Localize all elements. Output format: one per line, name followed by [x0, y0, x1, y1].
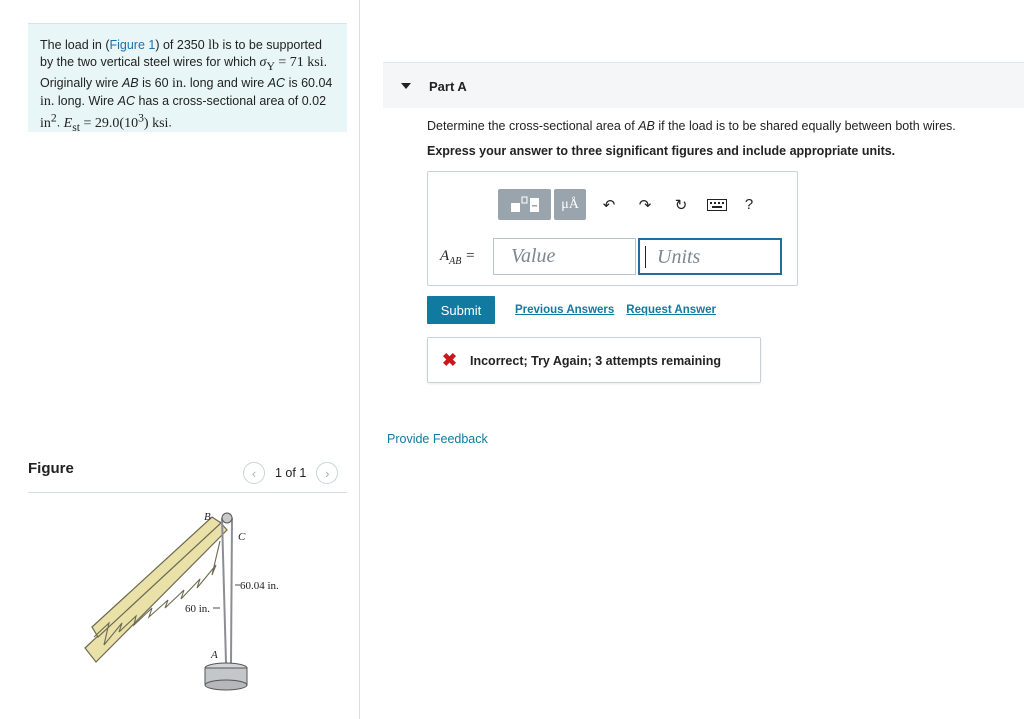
e-symbol: E — [63, 115, 73, 131]
var-ac: AC — [267, 76, 286, 91]
sigma-value: = 71 ksi — [274, 55, 324, 71]
figure-link[interactable]: Figure 1 — [109, 38, 156, 52]
label-c: C — [238, 531, 246, 543]
question-part: Determine the cross-sectional area of — [427, 119, 639, 133]
sigma-subscript: Y — [266, 60, 275, 74]
chevron-right-icon[interactable]: › — [316, 462, 338, 484]
collapse-caret-icon[interactable] — [401, 83, 411, 89]
wires — [222, 518, 232, 663]
pager-text: 1 of 1 — [275, 466, 307, 480]
right-pane — [361, 0, 1024, 719]
unit-exponent: 2 — [50, 110, 57, 124]
previous-answers-link[interactable]: Previous Answers — [515, 304, 615, 316]
feedback-message — [427, 337, 761, 383]
left-pane — [0, 0, 360, 719]
e-exponent: 3 — [138, 110, 144, 124]
request-answer-link[interactable]: Request Answer — [626, 304, 716, 316]
templates-icon — [508, 195, 542, 215]
submit-button[interactable]: Submit — [427, 296, 495, 324]
part-header[interactable] — [383, 62, 1024, 108]
problem-statement — [28, 23, 347, 132]
label-main: A — [440, 248, 450, 264]
label-subscript: AB — [449, 256, 462, 267]
feedback-text: Incorrect; Try Again; 3 attempts remaining — [470, 354, 721, 368]
problem-text: is 60 — [138, 76, 173, 91]
var-ab: AB — [121, 76, 139, 91]
problem-text: . — [168, 115, 172, 130]
problem-text: The load in ( — [40, 38, 110, 52]
action-row — [427, 296, 716, 324]
units-button[interactable] — [554, 189, 586, 220]
text-cursor — [645, 246, 646, 268]
question-part: if the load is to be shared equally between both wires. — [654, 119, 956, 133]
label-a: A — [211, 649, 218, 661]
figure-pager — [243, 462, 338, 484]
value-input[interactable]: Value — [493, 238, 636, 275]
e-subscript: st — [72, 120, 81, 134]
problem-text: is to be supported by the two vertical steel wires for which — [40, 38, 322, 70]
problem-text: ) of 2350 — [155, 38, 209, 52]
answer-label — [440, 248, 475, 267]
unit-in2 — [40, 110, 57, 131]
x-icon: ✖ — [442, 350, 458, 370]
sigma-symbol: σ — [259, 55, 267, 71]
problem-text: long. Wire — [54, 93, 118, 108]
unit-in: in. — [40, 93, 55, 109]
keyboard-icon[interactable] — [704, 192, 730, 218]
unit-in: in. — [172, 76, 187, 92]
provide-feedback-link[interactable]: Provide Feedback — [387, 432, 488, 446]
figure-header — [28, 455, 347, 493]
problem-text: is 60.04 — [285, 76, 333, 91]
load-weight — [205, 663, 247, 690]
problem-text: long and wire — [186, 76, 268, 91]
templates-button[interactable] — [498, 189, 551, 220]
dimension-ac: 60.04 in. — [240, 580, 279, 592]
figure-title: Figure — [28, 460, 74, 477]
answer-box — [427, 171, 798, 286]
problem-text: . Originally wire — [40, 55, 328, 91]
units-placeholder: Units — [657, 246, 701, 268]
problem-text: has a cross-sectional area of 0.02 — [134, 93, 327, 108]
label-equals: = — [461, 248, 476, 264]
sigma-expression — [259, 55, 324, 74]
chevron-left-icon[interactable]: ‹ — [243, 462, 265, 484]
units-glyph: μÅ — [561, 196, 579, 212]
crane-boom — [85, 517, 227, 662]
part-title: Part A — [429, 79, 467, 94]
reset-icon[interactable]: ↻ — [674, 196, 688, 214]
figure-image — [80, 505, 300, 700]
var-ac: AC — [117, 93, 135, 108]
label-b: B — [204, 511, 211, 523]
e-value: = 29.0(10 — [80, 115, 139, 131]
question-text — [427, 119, 956, 133]
instruction-text: Express your answer to three significant figures and include appropriate units. — [427, 144, 896, 158]
question-var: AB — [638, 119, 655, 133]
modulus-expression — [63, 110, 172, 134]
help-icon[interactable]: ? — [744, 196, 754, 213]
pulley-top — [222, 513, 232, 523]
e-unit: ) ksi — [143, 115, 169, 131]
unit-in: in — [40, 115, 51, 131]
units-input[interactable] — [638, 238, 782, 275]
math-toolbar — [498, 189, 762, 220]
problem-text: . — [56, 115, 64, 130]
undo-icon[interactable]: ↶ — [602, 196, 616, 214]
dimension-ab: 60 in. — [185, 603, 211, 615]
unit-lb: lb — [208, 38, 220, 53]
redo-icon[interactable]: ↷ — [638, 196, 652, 214]
